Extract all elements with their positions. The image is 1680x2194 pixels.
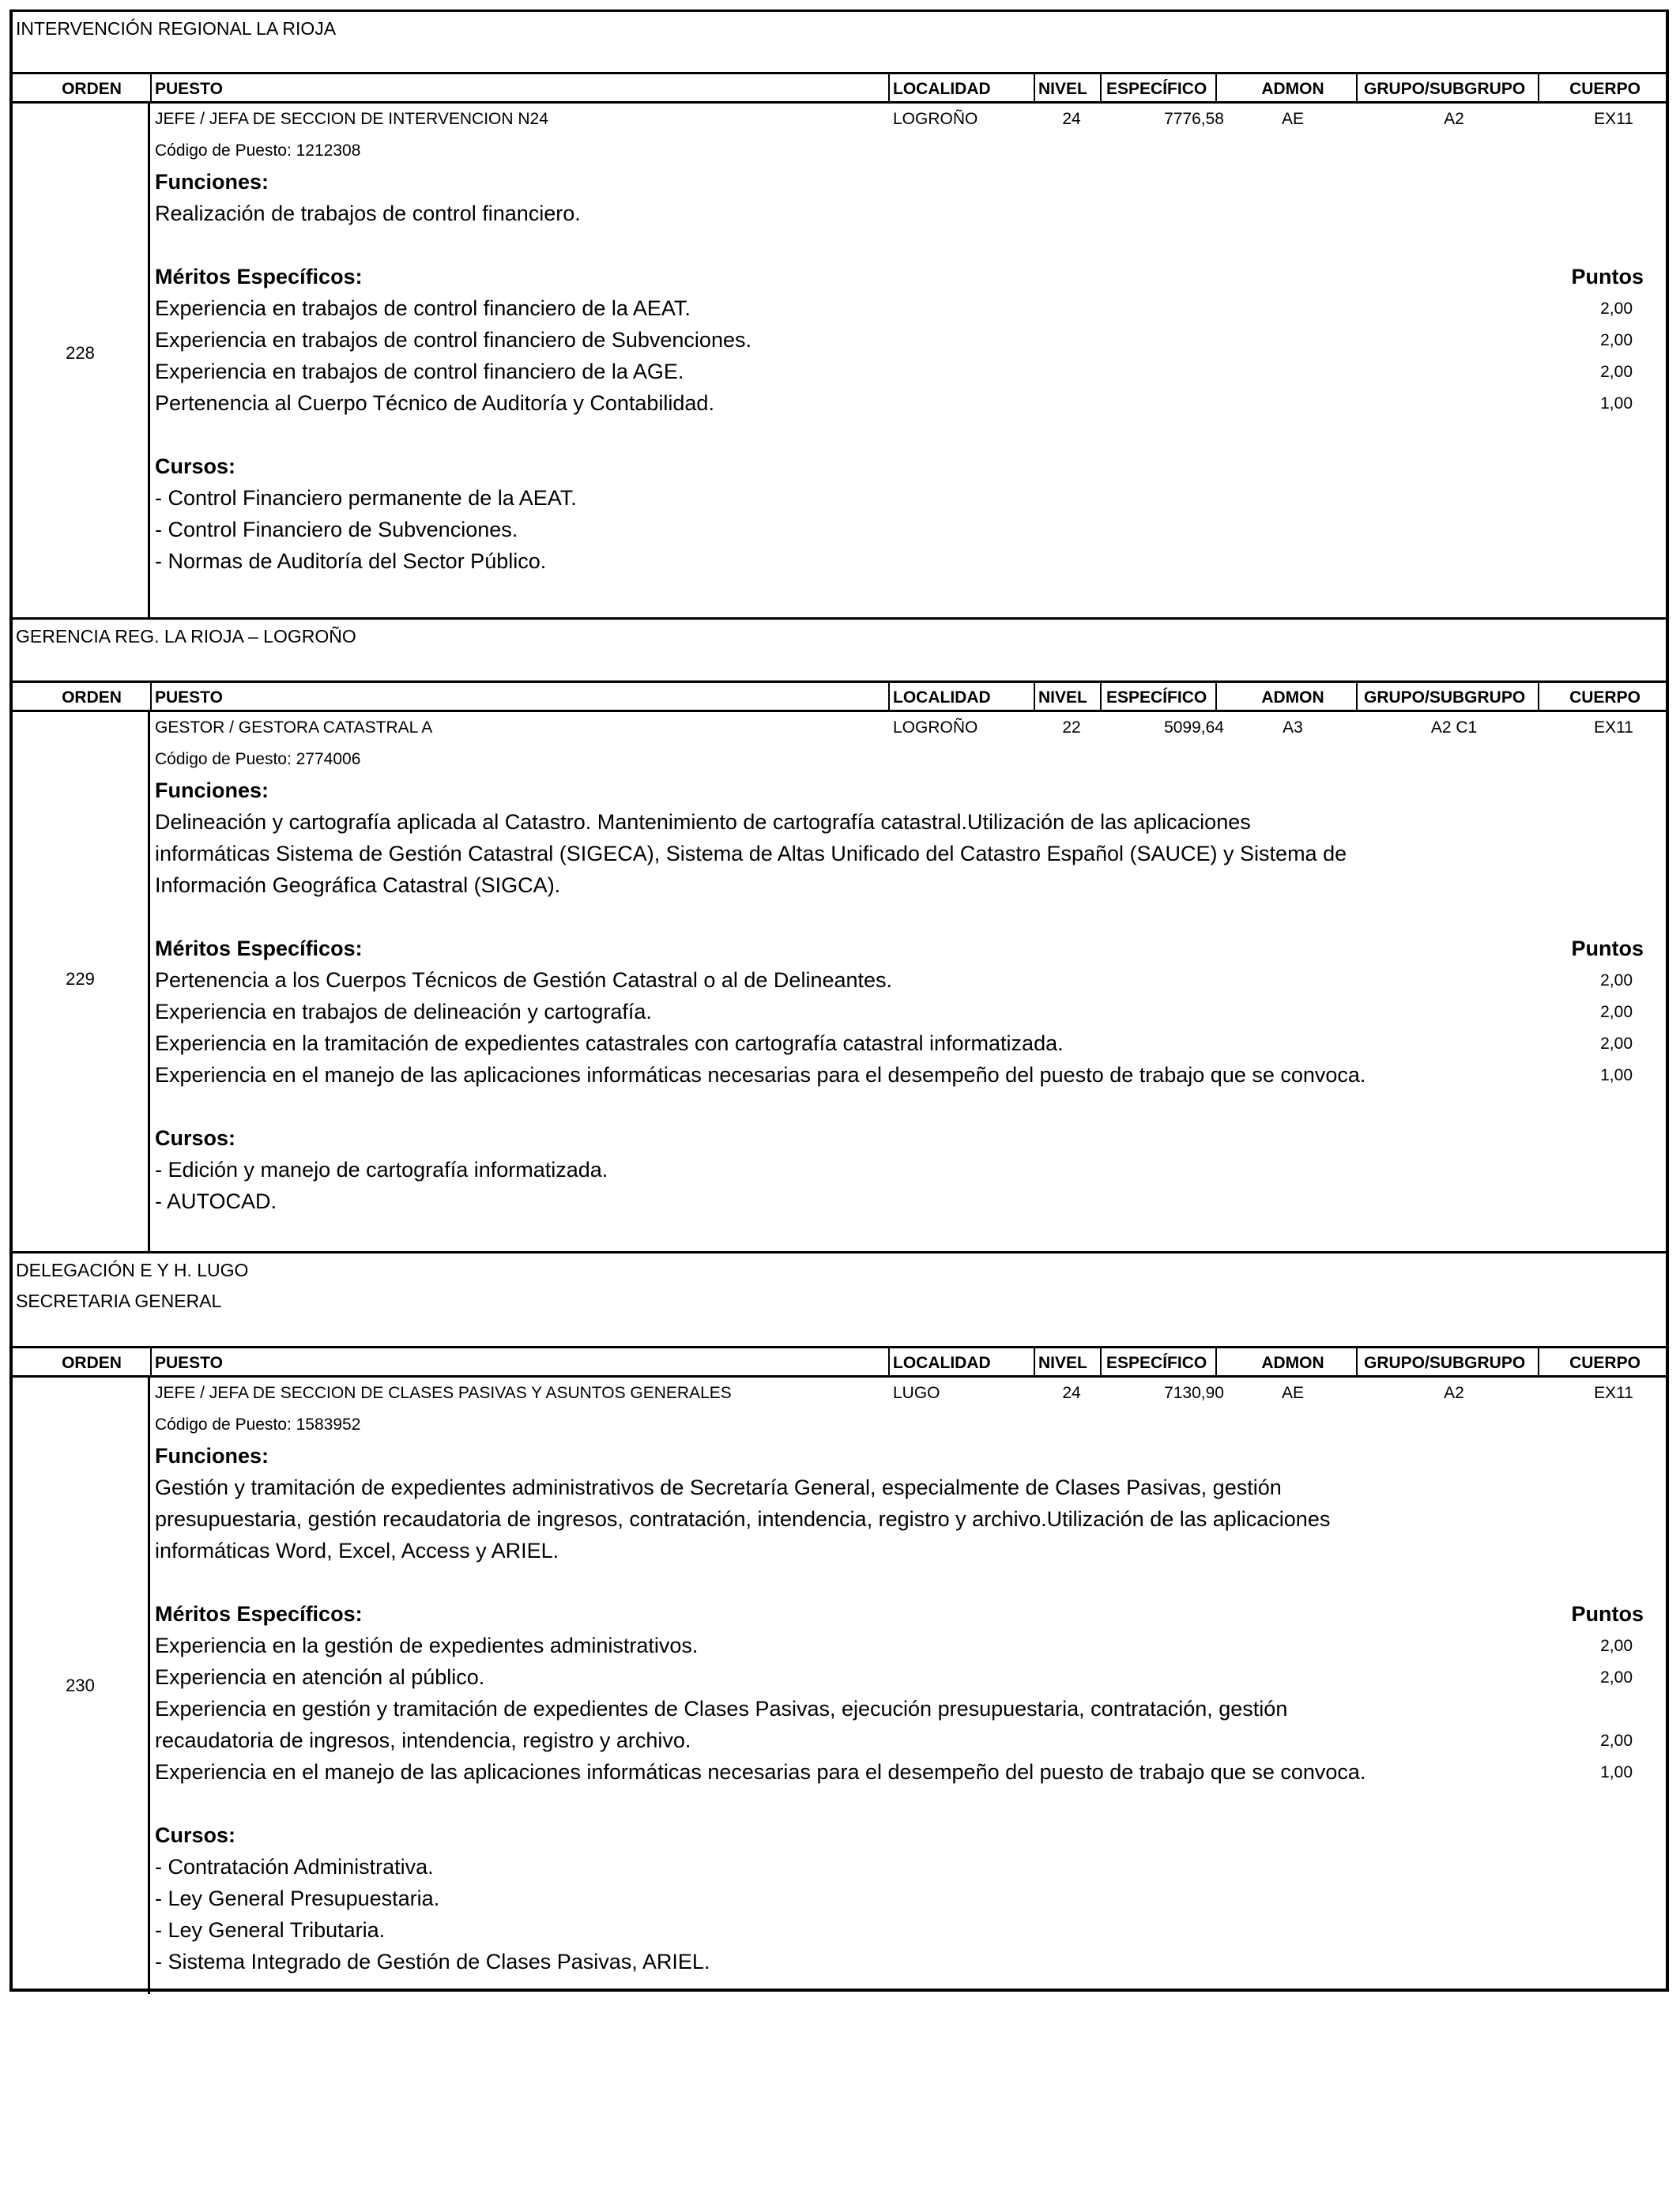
curso-item: - Ley General Tributaria. — [155, 1918, 386, 1942]
localidad-value: LOGROÑO — [893, 718, 978, 737]
merito-text: Experiencia en la tramitación de expedientes catastrales con cartografía catastral informatizada. — [155, 1031, 1064, 1055]
admon-value: AE — [1281, 1384, 1304, 1402]
column-divider — [888, 683, 890, 710]
column-divider — [1538, 74, 1539, 101]
orden-number: 229 — [66, 969, 95, 989]
column-header-localidad: LOCALIDAD — [893, 688, 991, 707]
merito-puntos: 1,00 — [1600, 1763, 1633, 1781]
curso-item: - Edición y manejo de cartografía informatizada. — [155, 1158, 608, 1182]
merito-text: Pertenencia al Cuerpo Técnico de Auditoría y Contabilidad. — [155, 391, 714, 415]
funciones-text: informáticas Sistema de Gestión Catastral (SIGECA), Sistema de Altas Unificado del Catastro Español (SAUCE) y Sistema de — [155, 842, 1347, 865]
column-header-nivel: NIVEL — [1038, 80, 1087, 98]
merito-puntos: 1,00 — [1600, 394, 1633, 413]
merito-text: Experiencia en trabajos de control financiero de Subvenciones. — [155, 328, 751, 352]
column-header-localidad: LOCALIDAD — [893, 80, 991, 98]
orden-number: 230 — [66, 1676, 95, 1695]
column-divider — [150, 74, 152, 101]
admon-value: AE — [1281, 110, 1304, 128]
cuerpo-value: EX11 — [1594, 110, 1633, 128]
especifico-value: 7130,90 — [1164, 1384, 1224, 1402]
merito-text: Experiencia en atención al público. — [155, 1665, 485, 1689]
column-divider — [1538, 683, 1539, 710]
column-divider — [1538, 1348, 1539, 1375]
column-header-especifico: ESPECÍFICO — [1106, 688, 1207, 707]
funciones-text: Realización de trabajos de control financiero. — [155, 202, 581, 225]
position-entry — [13, 712, 1666, 1251]
unit-name: DELEGACIÓN E Y H. LUGO — [16, 1260, 249, 1280]
puntos-header: Puntos — [1571, 937, 1644, 960]
meritos-label: Méritos Específicos: — [155, 1602, 363, 1626]
cuerpo-value: EX11 — [1594, 1384, 1633, 1402]
merito-puntos: 1,00 — [1600, 1066, 1633, 1084]
column-header-cuerpo: CUERPO — [1569, 80, 1640, 98]
column-divider — [888, 1348, 890, 1375]
curso-item: - Ley General Presupuestaria. — [155, 1887, 440, 1910]
column-header-orden: ORDEN — [62, 1354, 122, 1372]
column-divider — [1100, 1348, 1102, 1375]
column-header-localidad: LOCALIDAD — [893, 1354, 991, 1372]
merito-text: Experiencia en el manejo de las aplicaciones informáticas necesarias para el desempeño del puesto de trabajo que se convoca. — [155, 1760, 1366, 1784]
codigo-puesto: Código de Puesto: 2774006 — [155, 750, 361, 768]
curso-item: - AUTOCAD. — [155, 1189, 277, 1213]
column-divider — [1100, 74, 1102, 101]
puesto-title: JEFE / JEFA DE SECCION DE INTERVENCION N24 — [155, 110, 548, 128]
column-header-admon: ADMON — [1261, 688, 1324, 707]
admon-value: A3 — [1283, 718, 1303, 737]
puntos-header: Puntos — [1571, 265, 1644, 288]
funciones-label: Funciones: — [155, 170, 269, 194]
column-divider — [1215, 1348, 1217, 1375]
column-header-puesto: PUESTO — [155, 688, 223, 707]
merito-puntos: 2,00 — [1600, 1668, 1633, 1687]
position-entry — [13, 104, 1666, 617]
column-divider — [888, 74, 890, 101]
cuerpo-value: EX11 — [1594, 718, 1633, 737]
merito-text: Experiencia en trabajos de control financiero de la AEAT. — [155, 296, 691, 320]
cursos-label: Cursos: — [155, 454, 236, 478]
especifico-value: 5099,64 — [1164, 718, 1224, 737]
curso-item: - Contratación Administrativa. — [155, 1855, 434, 1879]
orden-number: 228 — [66, 343, 95, 363]
column-divider — [1215, 74, 1217, 101]
funciones-label: Funciones: — [155, 1444, 269, 1468]
column-header-cuerpo: CUERPO — [1569, 688, 1640, 707]
column-header-puesto: PUESTO — [155, 1354, 223, 1372]
funciones-text: Gestión y tramitación de expedientes administrativos de Secretaría General, especialmente de Clases Pasivas, gestión — [155, 1476, 1282, 1499]
column-divider — [1034, 683, 1035, 710]
localidad-value: LUGO — [893, 1384, 940, 1402]
grupo-value: A2 C1 — [1430, 718, 1478, 737]
nivel-value: 22 — [1062, 718, 1081, 737]
curso-item: - Control Financiero permanente de la AEAT. — [155, 486, 577, 510]
position-entry — [13, 1378, 1666, 1994]
localidad-value: LOGROÑO — [893, 110, 978, 128]
merito-puntos: 2,00 — [1600, 971, 1633, 990]
unit-header — [13, 12, 1666, 72]
column-header-row — [13, 72, 1666, 104]
codigo-puesto: Código de Puesto: 1212308 — [155, 141, 361, 160]
column-header-grupo: GRUPO/SUBGRUPO — [1364, 688, 1526, 707]
column-header-admon: ADMON — [1261, 80, 1324, 98]
column-header-grupo: GRUPO/SUBGRUPO — [1364, 1354, 1526, 1372]
column-divider — [1034, 1348, 1035, 1375]
column-header-especifico: ESPECÍFICO — [1106, 1354, 1207, 1372]
unit-header — [13, 1251, 1666, 1346]
merito-text: Experiencia en trabajos de control financiero de la AGE. — [155, 360, 684, 383]
nivel-value: 24 — [1062, 1384, 1081, 1402]
column-header-puesto: PUESTO — [155, 80, 223, 98]
column-divider — [1034, 74, 1035, 101]
puesto-title: JEFE / JEFA DE SECCION DE CLASES PASIVAS Y ASUNTOS GENERALES — [155, 1384, 732, 1402]
column-header-row — [13, 1346, 1666, 1378]
column-header-nivel: NIVEL — [1038, 1354, 1087, 1372]
funciones-text: Delineación y cartografía aplicada al Catastro. Mantenimiento de cartografía catastral.Utilización de las aplicaciones — [155, 810, 1251, 834]
codigo-puesto: Código de Puesto: 1583952 — [155, 1416, 361, 1434]
cursos-label: Cursos: — [155, 1126, 236, 1150]
merito-puntos: 2,00 — [1600, 1035, 1633, 1053]
cursos-label: Cursos: — [155, 1823, 236, 1847]
column-divider — [1100, 683, 1102, 710]
column-divider — [1356, 1348, 1358, 1375]
merito-puntos: 2,00 — [1600, 1003, 1633, 1021]
grupo-value: A2 — [1444, 110, 1464, 128]
column-divider — [150, 683, 152, 710]
orden-column — [13, 104, 150, 617]
funciones-label: Funciones: — [155, 778, 269, 802]
grupo-value: A2 — [1444, 1384, 1464, 1402]
orden-column — [13, 1378, 150, 1994]
merito-text: Experiencia en trabajos de delineación y cartografía. — [155, 1000, 652, 1023]
funciones-text: informáticas Word, Excel, Access y ARIEL. — [155, 1539, 559, 1563]
puesto-title: GESTOR / GESTORA CATASTRAL A — [155, 718, 433, 737]
column-header-nivel: NIVEL — [1038, 688, 1087, 707]
unit-name: INTERVENCIÓN REGIONAL LA RIOJA — [16, 18, 337, 39]
merito-puntos: 2,00 — [1600, 1637, 1633, 1655]
merito-text: Experiencia en gestión y tramitación de expedientes de Clases Pasivas, ejecución presupuestaria, contratación, gestión — [155, 1697, 1288, 1721]
merito-text: Experiencia en la gestión de expedientes administrativos. — [155, 1634, 699, 1657]
puntos-header: Puntos — [1571, 1602, 1644, 1626]
merito-puntos: 2,00 — [1600, 331, 1633, 349]
unit-header — [13, 617, 1666, 680]
merito-text: recaudatoria de ingresos, intendencia, registro y archivo. — [155, 1728, 691, 1752]
column-divider — [1356, 74, 1358, 101]
merito-text: Pertenencia a los Cuerpos Técnicos de Gestión Catastral o al de Delineantes. — [155, 968, 893, 992]
column-header-admon: ADMON — [1261, 1354, 1324, 1372]
funciones-text: Información Geográfica Catastral (SIGCA). — [155, 873, 561, 897]
column-header-especifico: ESPECÍFICO — [1106, 80, 1207, 98]
meritos-label: Méritos Específicos: — [155, 265, 363, 288]
column-header-orden: ORDEN — [62, 688, 122, 707]
curso-item: - Normas de Auditoría del Sector Público. — [155, 549, 547, 573]
column-divider — [1356, 683, 1358, 710]
orden-column — [13, 712, 150, 1251]
curso-item: - Control Financiero de Subvenciones. — [155, 518, 518, 541]
merito-puntos: 2,00 — [1600, 363, 1633, 381]
meritos-label: Méritos Específicos: — [155, 937, 363, 960]
funciones-text: presupuestaria, gestión recaudatoria de ingresos, contratación, intendencia, registro y archivo.Utilización de las aplicaciones — [155, 1507, 1331, 1531]
column-header-grupo: GRUPO/SUBGRUPO — [1364, 80, 1526, 98]
merito-puntos: 2,00 — [1600, 1732, 1633, 1750]
nivel-value: 24 — [1062, 110, 1081, 128]
column-divider — [1215, 683, 1217, 710]
merito-puntos: 2,00 — [1600, 300, 1633, 318]
column-header-cuerpo: CUERPO — [1569, 1354, 1640, 1372]
column-divider — [150, 1348, 152, 1375]
column-header-row — [13, 680, 1666, 712]
curso-item: - Sistema Integrado de Gestión de Clases Pasivas, ARIEL. — [155, 1950, 710, 1973]
unit-name: GERENCIA REG. LA RIOJA – LOGROÑO — [16, 626, 356, 647]
especifico-value: 7776,58 — [1164, 110, 1224, 128]
document-table — [9, 9, 1669, 1992]
merito-text: Experiencia en el manejo de las aplicaciones informáticas necesarias para el desempeño del puesto de trabajo que se convoca. — [155, 1063, 1366, 1087]
column-header-orden: ORDEN — [62, 80, 122, 98]
unit-name: SECRETARIA GENERAL — [16, 1291, 222, 1311]
